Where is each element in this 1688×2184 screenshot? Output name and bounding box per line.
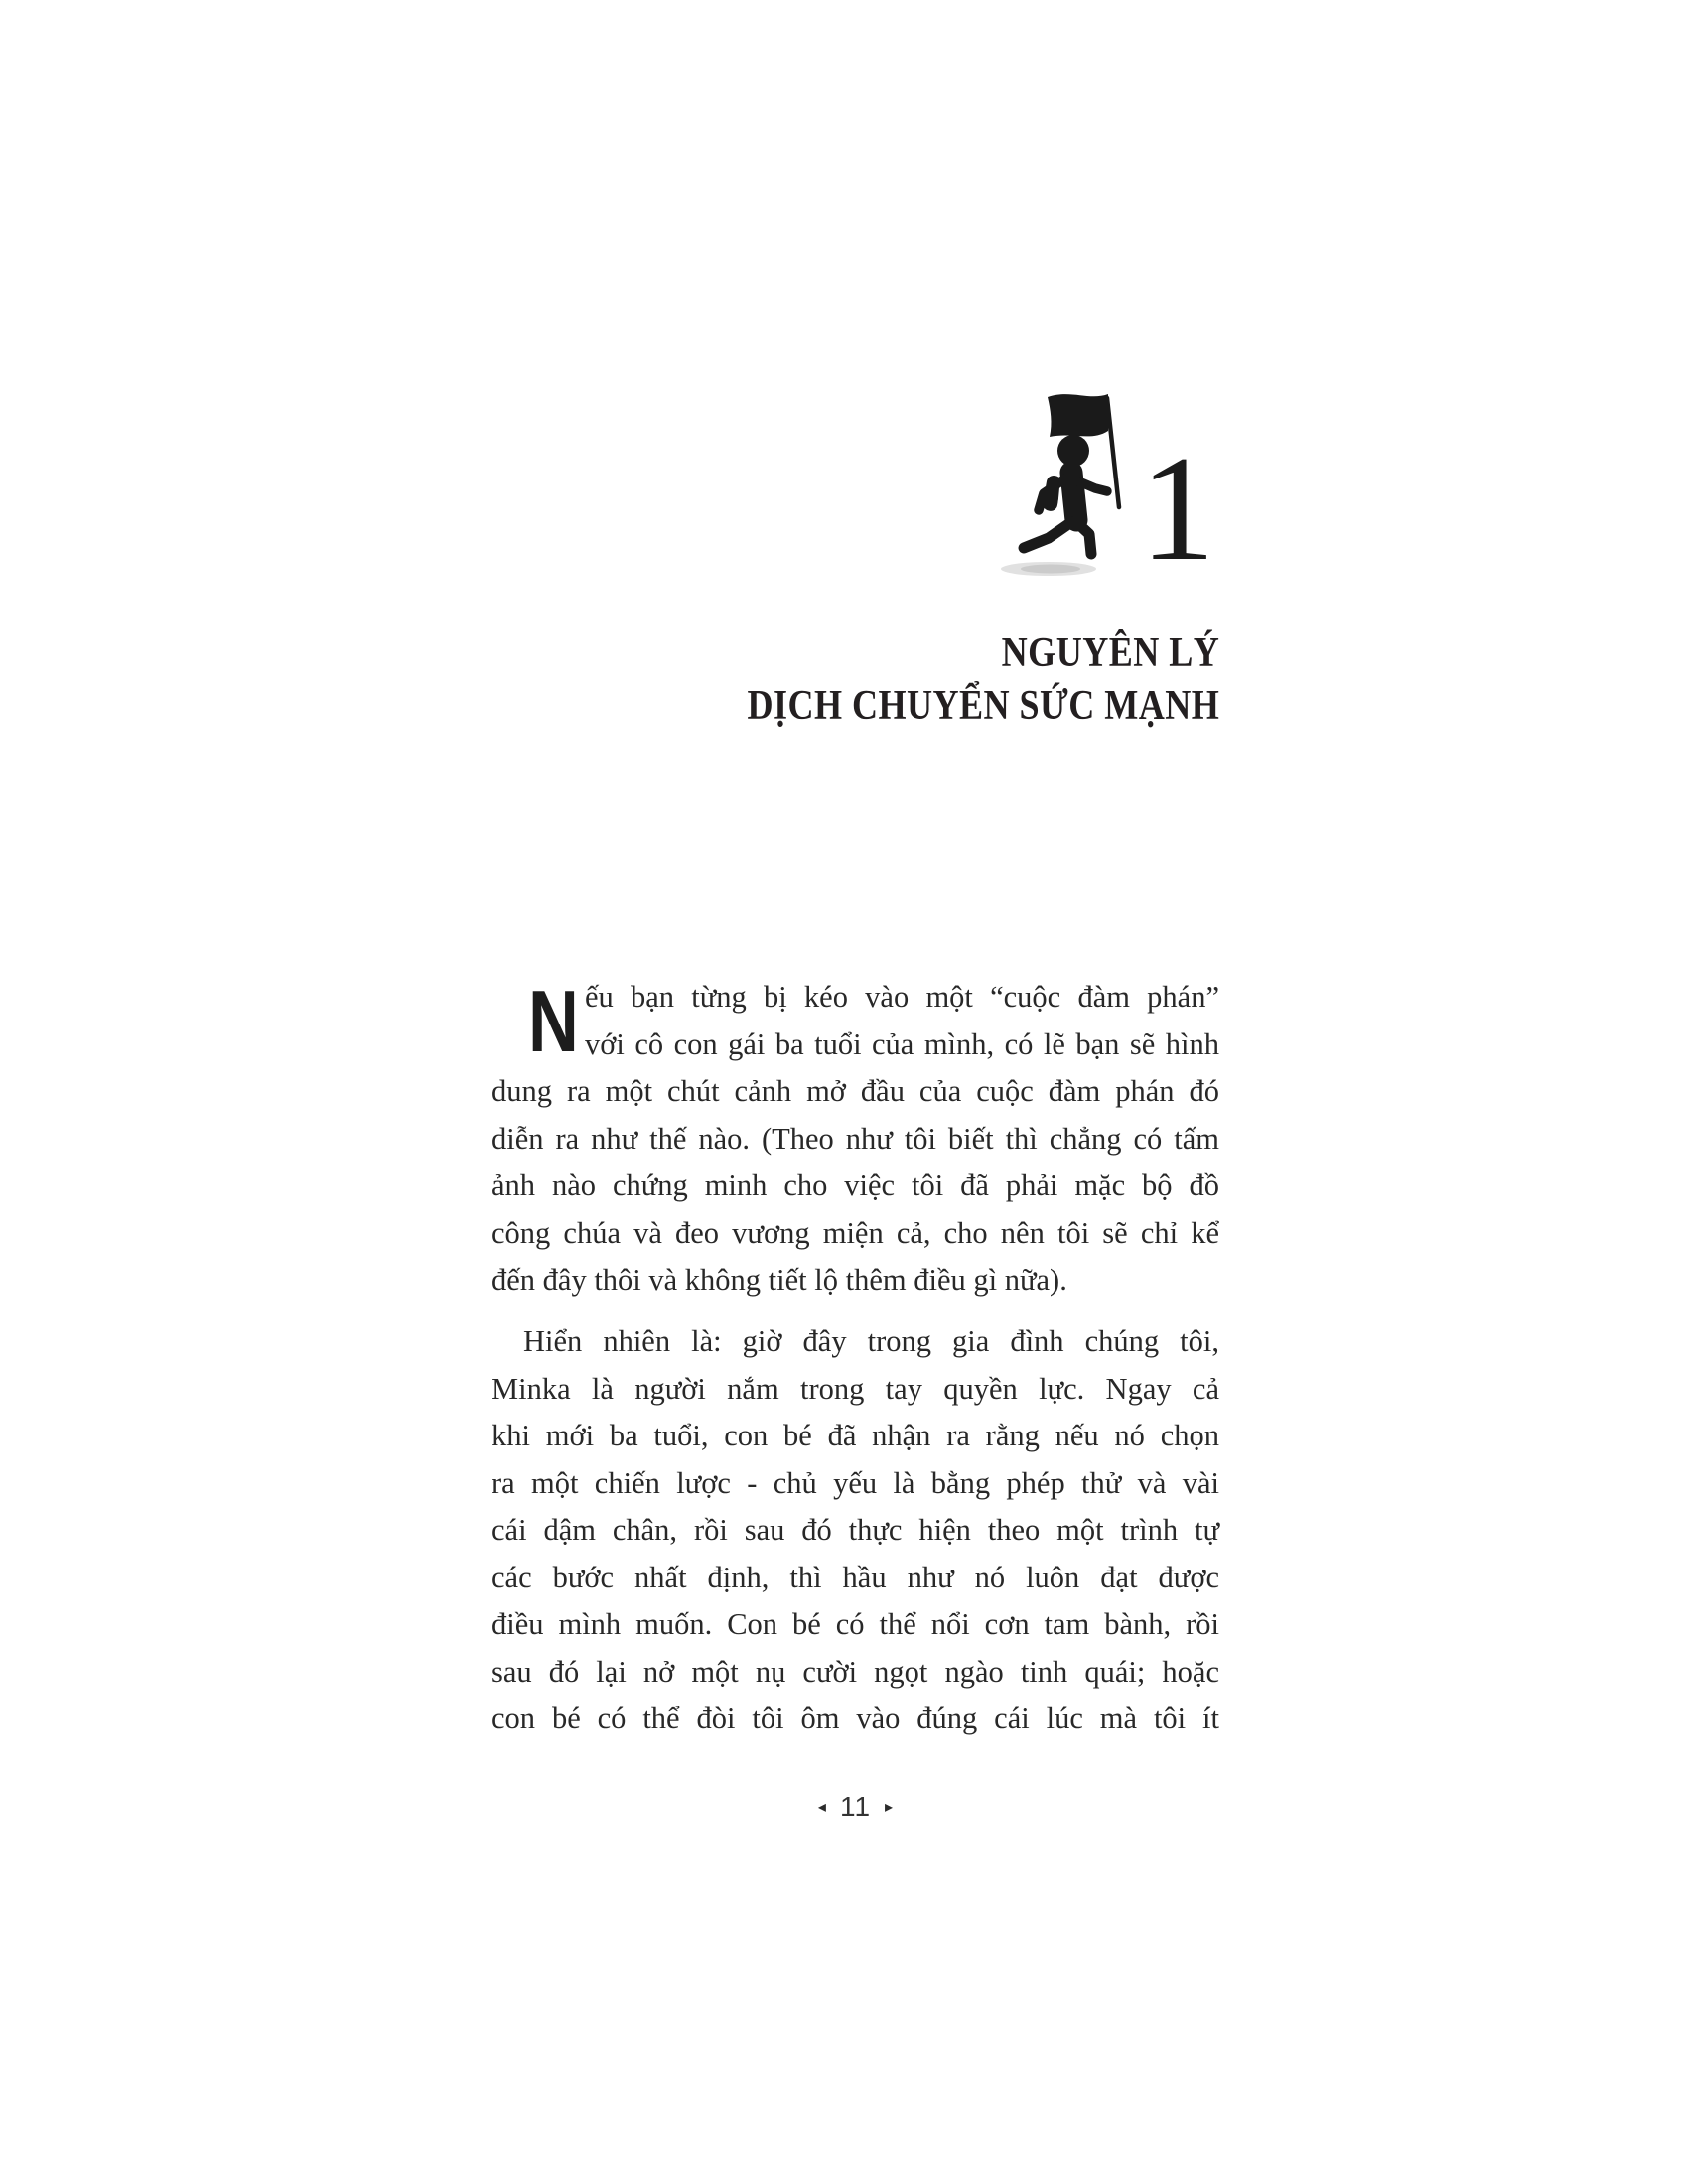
text-line: diễn ra như thế nào. (Theo như tôi biết thì chẳng có tấm bbox=[492, 1121, 1219, 1156]
chapter-number: 1 bbox=[1140, 425, 1215, 592]
text-line: đến đây thôi và không tiết lộ thêm điều gì nữa). bbox=[492, 1263, 1067, 1297]
paragraph bbox=[492, 974, 1219, 1304]
text-line: ra một chiến lược - chủ yếu là bằng phép thử và vài bbox=[492, 1465, 1219, 1500]
chapter-title bbox=[747, 627, 1219, 733]
previous-page-arrow-icon: ◂ bbox=[817, 1797, 826, 1816]
body-text bbox=[492, 974, 1219, 1743]
chapter-title-line-1: NGUYÊN LÝ bbox=[1001, 630, 1219, 676]
text-line: khi mới ba tuổi, con bé đã nhận ra rằng nếu nó chọn bbox=[492, 1419, 1219, 1452]
text-line: điều mình muốn. Con bé có thể nổi cơn tam bành, rồi bbox=[492, 1607, 1219, 1641]
runner-figure bbox=[1024, 435, 1107, 554]
text-line: công chúa và đeo vương miện cả, cho nên tôi sẽ chỉ kể bbox=[492, 1215, 1219, 1250]
text-line: ếu bạn từng bị kéo vào một “cuộc đàm phán” bbox=[585, 980, 1219, 1014]
text-line: ảnh nào chứng minh cho việc tôi đã phải mặc bộ đồ bbox=[492, 1168, 1219, 1202]
text-line: dung ra một chút cảnh mở đầu của cuộc đàm phán đó bbox=[492, 1074, 1219, 1108]
text-line: các bước nhất định, thì hầu như nó luôn đạt được bbox=[492, 1560, 1219, 1594]
text-line: Minka là người nắm trong tay quyền lực. Ngay cả bbox=[492, 1371, 1219, 1406]
icon-shadow bbox=[1001, 562, 1096, 576]
page-number: 11 bbox=[839, 1791, 872, 1822]
flag-shape bbox=[1048, 394, 1108, 437]
text-line: cái dậm chân, rồi sau đó thực hiện theo một trình tự bbox=[492, 1513, 1219, 1547]
text-line: con bé có thể đòi tôi ôm vào đúng cái lúc mà tôi ít bbox=[492, 1702, 1219, 1735]
next-page-arrow-icon: ▸ bbox=[885, 1797, 894, 1816]
text-line: sau đó lại nở một nụ cười ngọt ngào tinh quái; hoặc bbox=[492, 1654, 1219, 1689]
paragraph bbox=[492, 1318, 1219, 1743]
running-person-with-flag-icon bbox=[993, 382, 1152, 591]
drop-cap: N bbox=[528, 972, 579, 1070]
page-footer bbox=[492, 1791, 1219, 1823]
chapter-title-line-2: DỊCH CHUYỂN SỨC MẠNH bbox=[747, 683, 1219, 729]
text-line: với cô con gái ba tuổi của mình, có lẽ bạn sẽ hình bbox=[585, 1026, 1219, 1061]
text-line: Hiển nhiên là: giờ đây trong gia đình chúng tôi, bbox=[523, 1324, 1219, 1358]
